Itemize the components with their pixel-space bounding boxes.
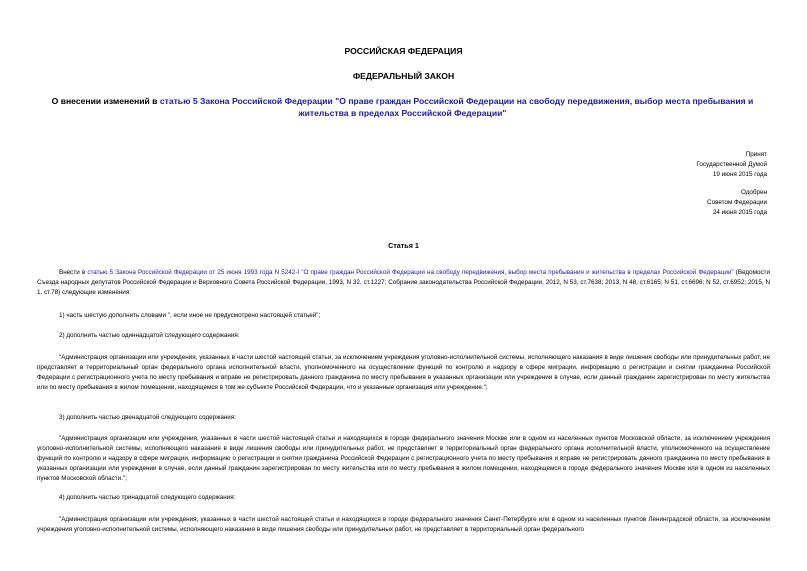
council-line-1: Одобрен: [740, 189, 767, 196]
paragraph-6: 4) дополнить частью тринадцатой следующего содержания:: [59, 494, 236, 501]
header-law-type: ФЕДЕРАЛЬНЫЙ ЗАКОН: [352, 71, 455, 81]
council-line-2: Советом Федерации: [707, 199, 767, 206]
duma-line-2: Государственной Думой: [696, 161, 767, 168]
adoption-duma: [567, 150, 767, 180]
title-link[interactable]: статью 5 Закона Российской Федерации "О праве граждан Российской Федерации на свободу передвижения, выбор места пребывания и жительства в пределах Российской Федерации": [159, 96, 754, 118]
article-heading: Статья 1: [388, 241, 419, 250]
header-country: РОССИЙСКАЯ ФЕДЕРАЦИЯ: [344, 46, 463, 56]
duma-line-1: Принят: [745, 151, 767, 158]
duma-line-3: 19 июня 2015 года: [712, 171, 767, 178]
paragraph-3: "Администрация организации или учреждения, указанных в части шестой настоящей статьи, за исключением учреждения уголовно-исполнительной системы, исполняющего наказания в виде лишения свободы или принудительных работ, не представляет в территориальный орган федерального органа исполнительной власти, уполномоченного на осуществление функций по контролю и надзору в сфере миграции, информацию о регистрации и снятии гражданина Российской Федерации с регистрационного учета по месту пребывания и вправе не регистрировать данного гражданина по месту пребывания в указанных организации или учреждении в случае, если данный гражданин зарегистрирован по месту жительства или по месту пребывания в жилом помещении, находящемся в том же субъекте Российской Федерации, что и указанные организация или учреждение.";: [37, 354, 770, 391]
article-intro: [37, 268, 770, 298]
council-line-3: 24 июня 2015 года: [712, 209, 767, 216]
document-title: [30, 95, 775, 119]
paragraph-5: "Администрация организации или учреждения, указанных в части шестой настоящей статьи и находящихся в городе федерального значения Москве или в одном из населенных пунктов Московской области, за исключением учреждения уголовно-исполнительной системы, исполняющего наказания в виде лишения свободы или принудительных работ, не представляет в территориальный орган федерального органа исполнительной власти, уполномоченного на осуществление функций по контролю и надзору в сфере миграции, информацию о регистрации и снятии гражданина Российской Федерации с регистрационного учета по месту пребывания и вправе не регистрировать данного гражданина по месту пребывания в указанных организации или учреждении в случае, если данный гражданин зарегистрирован по месту жительства или по месту пребывания в жилом помещении, находящемся в городе федерального значения Москве или в одном из населенных пунктов Московской области.";: [37, 435, 770, 482]
intro-rest: (Ведомости Съезда народных депутатов Российской Федерации и Верховного Совета Российской Федерации, 1993, N 32, ст.1227; Собрание законодательства Российской Федерации, 2012, N 53, ст.7638; 2013, N 48, ст.6165; N 51, ст.6696; N 52, ст.6952; 2015, N 1, ст.78) следующие изменения:: [37, 269, 770, 296]
paragraph-4: 3) дополнить частью двенадцатой следующего содержания:: [59, 414, 236, 421]
intro-link[interactable]: статью 5 Закона Российской Федерации от 25 июня 1993 года N 5242-I "О праве граждан Российской Федерации на свободу передвижения, выбор места пребывания и жительства в пределах Российской Федерации": [87, 269, 734, 276]
paragraph-1: 1) часть шестую дополнить словами ", если иное не предусмотрено настоящей статьей";: [59, 312, 321, 319]
paragraph-7: "Администрация организации или учреждения, указанных в части шестой настоящей статьи и находящихся в городе федерального значения Санкт-Петербурге или в одном из населенных пунктов Ленинградской области, за исключением учреждения уголовно-исполнительной системы, исполняющего наказания в виде лишения свободы или принудительных работ, не представляет в территориальный орган федерального: [37, 516, 770, 533]
title-prefix: О внесении изменений в: [51, 96, 160, 106]
paragraph-2: 2) дополнить частью одиннадцатой следующего содержания:: [59, 332, 240, 339]
intro-prefix: Внести в: [59, 269, 88, 276]
adoption-council: [567, 188, 767, 218]
